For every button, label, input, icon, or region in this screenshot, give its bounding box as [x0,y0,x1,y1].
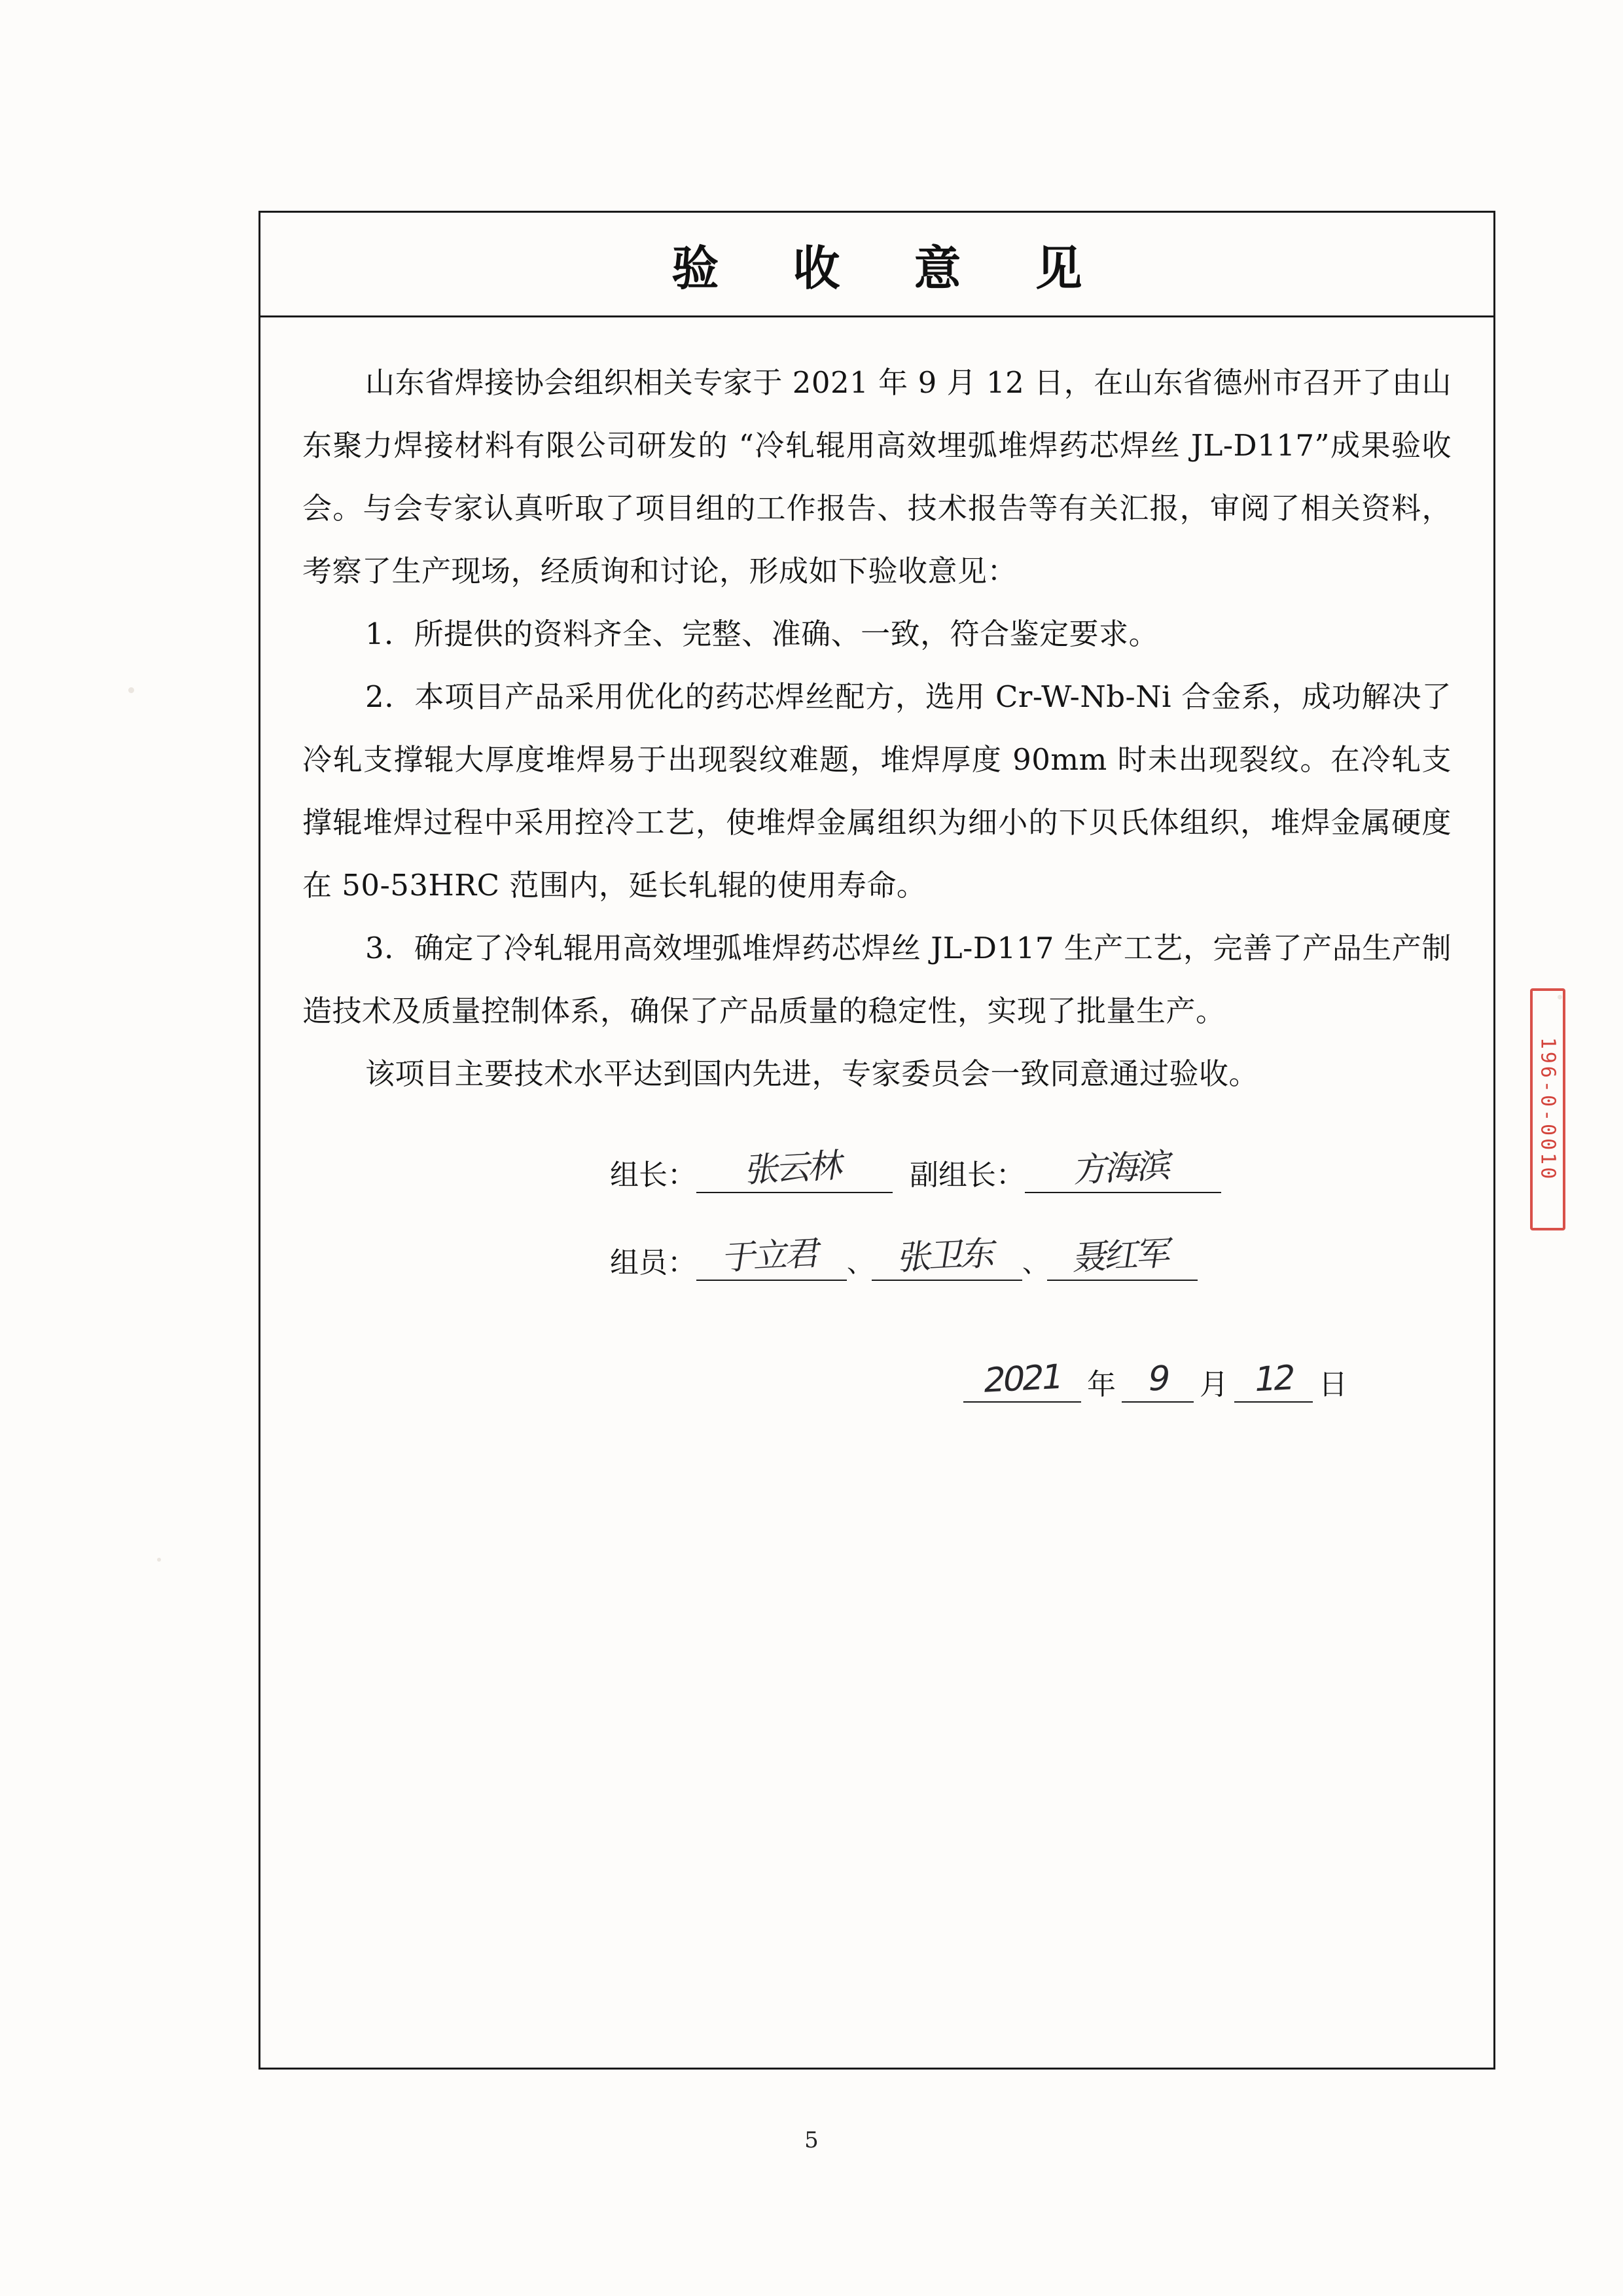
member-signature-line-2 [872,1234,1022,1281]
date-month-handwriting: 9 [1145,1359,1171,1399]
date-year-unit: 年 [1087,1368,1116,1401]
member-signature-line-1 [696,1234,847,1281]
scan-speck [128,687,134,693]
deputy-label: 副组长： [910,1158,1025,1192]
deputy-signature-handwriting: 方海滨 [1071,1146,1173,1191]
document-body [260,317,1493,2068]
date-month-line [1122,1359,1194,1403]
red-stamp [1530,988,1565,1230]
member-3-signature-handwriting: 聂红军 [1071,1234,1173,1278]
paragraph-conclusion: 该项目主要技术水平达到国内先进，专家委员会一致同意通过验收。 [365,1056,1259,1091]
leader-signature-handwriting: 张云林 [743,1146,845,1191]
stamp-text: 196-0-0010 [1536,1037,1560,1182]
date-day-line [1234,1358,1313,1403]
member-separator-2: 、 [1022,1248,1048,1278]
leader-label: 组长： [610,1158,696,1192]
signature-row-members [302,1234,1452,1281]
paragraph-item-2: 2．本项目产品采用优化的药芯焊丝配方，选用 Cr-W-Nb-Ni 合金系，成功解决了冷轧支撑辊大厚度堆焊易于出现裂纹难题，堆焊厚度 90mm 时未出现裂纹。在冷轧支撑辊堆焊过程中采用控冷工艺，使堆焊金属组织为细小的下贝氏体组织，堆焊金属硬度在 50-53HRC 范围内，延长轧辊的使用寿命。 [302,679,1452,903]
date-year-line [963,1357,1081,1403]
page-title: 验 收 意 见 [671,240,1111,296]
member-1-signature-handwriting: 于立君 [720,1234,822,1278]
paragraph-item-3: 3．确定了冷轧辊用高效埋弧堆焊药芯焊丝 JL-D117 生产工艺，完善了产品生产制造技术及质量控制体系，确保了产品质量的稳定性，实现了批量生产。 [302,931,1452,1028]
member-2-signature-handwriting: 张卫东 [895,1234,997,1278]
date-year-handwriting: 2021 [980,1357,1064,1401]
signature-row-leaders [302,1146,1452,1193]
deputy-signature-line [1025,1146,1221,1193]
document-frame [259,211,1495,2070]
paragraph-intro: 山东省焊接协会组织相关专家于 2021 年 9 月 12 日，在山东省德州市召开了由山东聚力焊接材料有限公司研发的 “冷轧辊用高效埋弧堆焊药芯焊丝 JL-D117”成果验收会。与会专家认真听取了项目组的工作报告、技术报告等有关汇报，审阅了相关资料，考察了生产现场，经质询和讨论，形成如下验收意见： [302,365,1452,588]
date-month-unit: 月 [1200,1368,1228,1401]
member-signature-line-3 [1047,1234,1198,1281]
paragraph-item-1: 1．所提供的资料齐全、完整、准确、一致，符合鉴定要求。 [365,617,1159,651]
member-separator-1: 、 [847,1248,873,1278]
scan-speck [157,1558,161,1562]
signature-date-row [302,1357,1452,1403]
signature-block [302,1146,1452,1403]
date-day-handwriting: 12 [1251,1358,1296,1400]
date-day-unit: 日 [1319,1368,1347,1401]
page-number: 5 [804,2127,819,2153]
leader-signature-line [696,1146,893,1193]
members-label: 组员： [610,1246,696,1280]
title-band [260,213,1493,317]
